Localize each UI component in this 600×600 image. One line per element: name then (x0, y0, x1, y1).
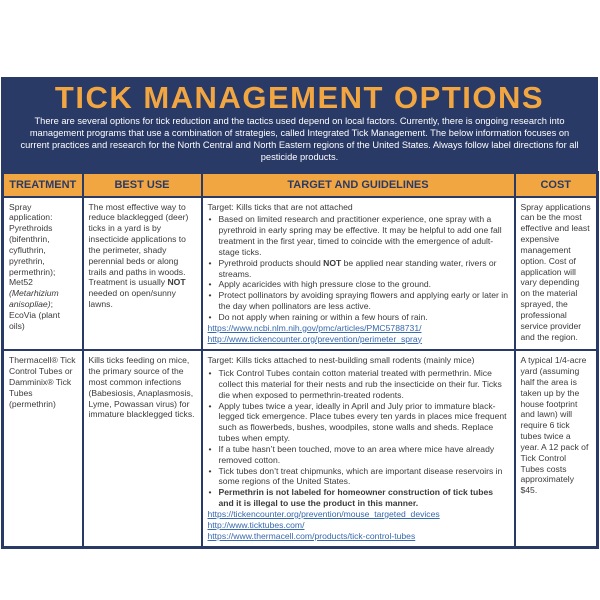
cell-cost (515, 197, 598, 351)
text-segment: NOT (167, 277, 186, 288)
text-segment: Pyrethroid products should (218, 257, 324, 268)
text-segment: If a tube hasn’t been touched, move to an area where mice have already removed cotton. (218, 443, 495, 465)
text-segment: Do not apply when raining or within a few hours of rain. (218, 311, 428, 322)
cell-paragraph (208, 355, 509, 366)
bullet-item (208, 368, 509, 400)
bullet-text (219, 401, 509, 444)
bullet-text (219, 487, 509, 509)
bullet-marker: • (208, 368, 212, 379)
text-segment: be applied near standing water, rivers or streams. (218, 257, 497, 279)
bullet-marker: • (208, 400, 212, 411)
col-header-best-use: BEST USE (83, 172, 202, 197)
bullet-marker: • (208, 257, 212, 268)
text-segment: A typical 1/4-acre yard (assuming half the area is taken up by the house footprint and lawn) will require 6 tick tubes twice a year. A 12 pack of Tick Control Tubes costs approximately $45. (520, 355, 589, 496)
resource-link[interactable]: https://www.ncbi.nlm.nih.gov/pmc/articles/PMC5788731/ (207, 322, 422, 333)
text-segment: Tick tubes don’t treat chipmunks, which are important disease reservoirs in some regions of the United States. (218, 465, 503, 487)
bullet-text (219, 368, 509, 400)
cell-target (202, 350, 515, 548)
bullet-text (219, 214, 509, 257)
table-row (3, 197, 598, 351)
header-band (1, 77, 598, 171)
cell-best-use (83, 197, 202, 351)
cell-target (202, 197, 515, 351)
bullet-item (208, 312, 509, 323)
bullet-marker: • (208, 465, 212, 476)
text-segment: Apply acaricides with high pressure close to the ground. (218, 279, 432, 290)
text-segment: Apply tubes twice a year, ideally in April and July prior to immature black-legged tick emergence. Place tubes every ten yards in places mice frequent such as flowerbeds, bushes, woodpiles, stone walls and sheds. Replace tubes when empty. (218, 400, 507, 444)
bullet-item (208, 214, 509, 257)
page-title: TICK MANAGEMENT OPTIONS (54, 80, 545, 115)
text-segment: (Metarhizium anisopliae) (9, 288, 59, 310)
cell-paragraph (521, 355, 592, 496)
text-segment: Tick Control Tubes contain cotton material treated with permethrin. Mice collect this material for their nests and rub the insecticide on their fur. Ticks die when exposed to permethrin-treated rodents. (218, 368, 502, 400)
bullet-text (219, 312, 509, 323)
resource-link[interactable]: http://www.tickencounter.org/prevention/perimeter_spray (207, 333, 422, 344)
resource-link[interactable]: https://tickencounter.org/prevention/mouse_targeted_devices (207, 508, 440, 519)
table-row (3, 350, 598, 548)
cell-treatment (3, 197, 83, 351)
options-table (1, 171, 599, 550)
bullet-text (219, 279, 509, 290)
text-segment: The most effective way to reduce blacklegged (deer) ticks in a yard is by insecticide applications to the perimeter, shady perennial beds or along trails and paths in woods. Treatment is usually (88, 201, 189, 288)
bullet-marker: • (208, 443, 212, 454)
bullet-item (208, 487, 509, 509)
cell-paragraph (89, 355, 196, 420)
text-segment: Thermacell® Tick Control Tubes or Damminix® Tick Tubes (permethrin) (9, 355, 76, 409)
text-segment: Target: Kills ticks that are not attached (207, 201, 353, 212)
bullet-item (208, 466, 509, 488)
bullet-item (208, 444, 509, 466)
bullet-marker: • (208, 290, 212, 301)
bullet-marker: • (208, 311, 212, 322)
bullet-marker: • (208, 279, 212, 290)
cell-paragraph (208, 202, 509, 213)
bullet-item (208, 258, 509, 280)
cell-paragraph (521, 202, 592, 343)
bullet-text (219, 466, 509, 488)
bullet-text (219, 444, 509, 466)
table-body (3, 197, 598, 548)
cell-best-use (83, 350, 202, 548)
text-segment: needed on open/sunny lawns. (88, 288, 176, 310)
intro-text: There are several options for tick reduction and the tactics used depend on local factors. Currently, there is ongoing research into management programs that use a combination of strategies, called Integrated Tick Management. The below information focuses on current practices and research for the North Central and North Eastern regions of the United States. Always follow label directions for all pesticide products. (20, 116, 579, 162)
text-segment: Protect pollinators by avoiding spraying flowers and applying early or later in the day when pollinators are less active. (218, 290, 508, 312)
col-header-treatment: TREATMENT (3, 172, 83, 197)
cell-paragraph (9, 355, 77, 409)
col-header-cost: COST (515, 172, 598, 197)
text-segment: Spray application: Pyrethroids (bifenthrin, cyfluthrin, pyrethrin, permethrin); Met52 (9, 201, 56, 288)
text-segment: Target: Kills ticks attached to nest-building small rodents (mainly mice) (207, 355, 475, 366)
bullet-item (208, 401, 509, 444)
text-segment: NOT (323, 257, 342, 268)
text-segment: ; EcoVia (plant oils) (9, 299, 60, 331)
bullet-item (208, 279, 509, 290)
table-header-row (3, 172, 598, 197)
bullet-text (219, 290, 509, 312)
cell-paragraph (89, 202, 196, 310)
resource-link[interactable]: http://www.ticktubes.com/ (207, 519, 305, 530)
bullet-marker: • (208, 214, 212, 225)
document (1, 77, 598, 549)
cell-paragraph (9, 202, 77, 332)
bullet-text (219, 258, 509, 280)
text-segment: Based on limited research and practitioner experience, one spray with a pyrethroid in early spring may be effective. It may be helpful to add one fall treatment in the first year, timed to coincide with the emergence of adult-stage ticks. (218, 214, 502, 257)
text-segment: Spray applications can be the most effective and least expensive management option. Cost of application will vary depending on the material sprayed, the professional service provider and the region. (520, 201, 591, 342)
text-segment: Permethrin is not labeled for homeowner construction of tick tubes and it is illegal to use the product in this manner. (218, 487, 494, 509)
text-segment: Kills ticks feeding on mice, the primary source of the most common infections (Babesiosis, Anaplasmosis, Lyme, Powassan virus) for immature blacklegged ticks. (88, 355, 195, 420)
bullet-marker: • (208, 487, 212, 498)
resource-link[interactable]: https://www.thermacell.com/products/tick-control-tubes (207, 530, 416, 541)
bullet-item (208, 290, 509, 312)
cell-cost (515, 350, 598, 548)
cell-treatment (3, 350, 83, 548)
col-header-target-guidelines: TARGET AND GUIDELINES (202, 172, 515, 197)
